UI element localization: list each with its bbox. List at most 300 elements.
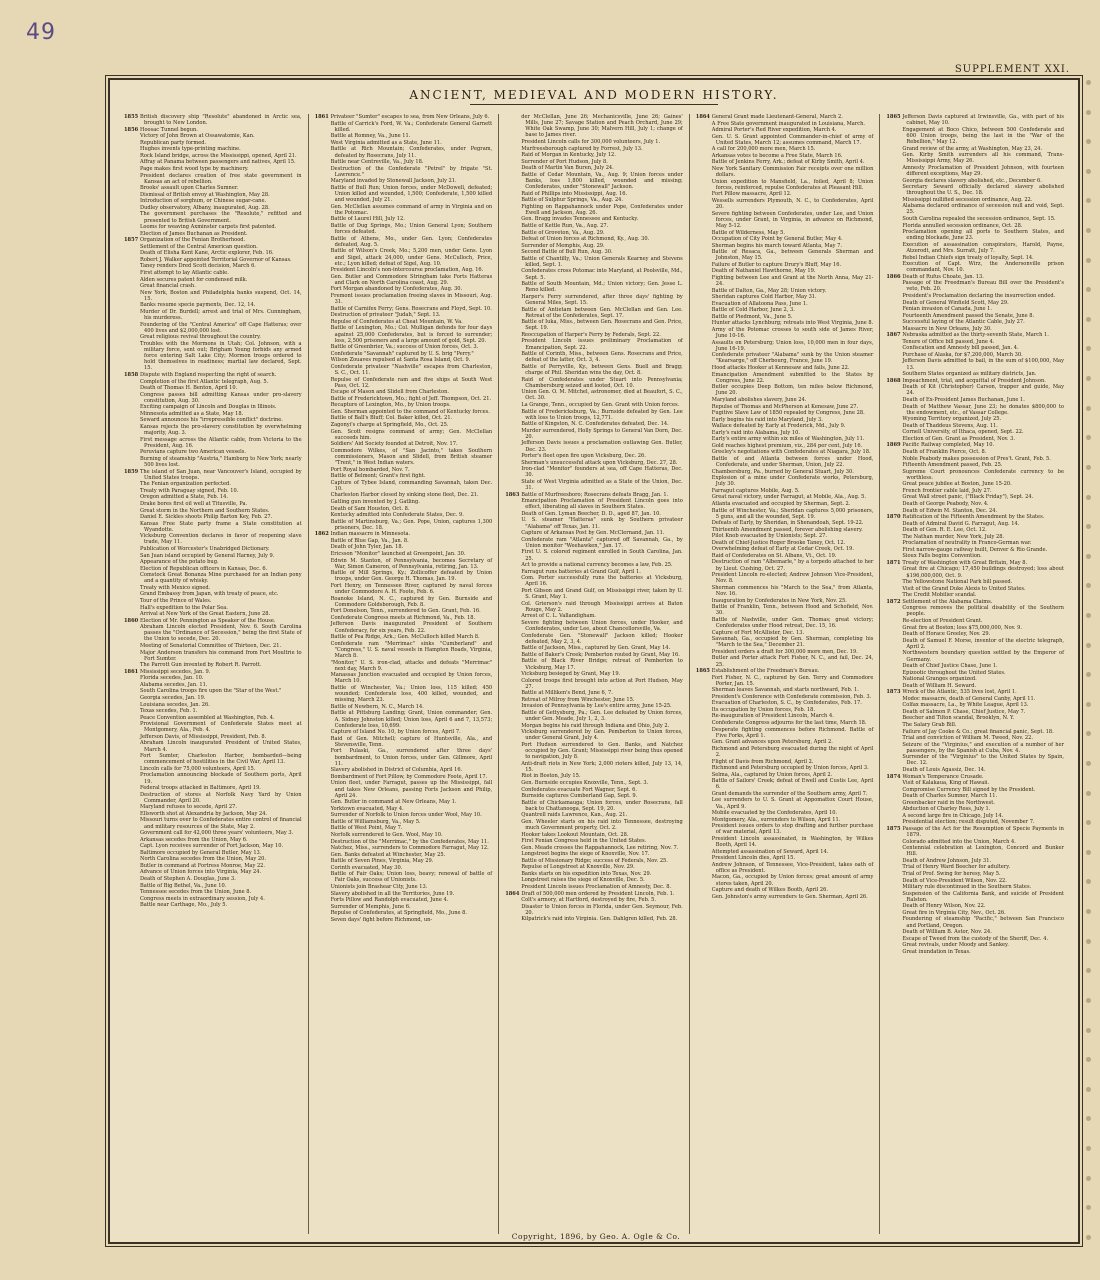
entry-text: Major Anderson transfers his command from Fort Moultrie to Fort Sumter.: [140, 649, 302, 662]
history-entry: [315, 865, 493, 871]
binding-hole: [1086, 435, 1091, 440]
entry-year: [315, 736, 331, 748]
history-entry: [315, 621, 493, 633]
history-entry: [886, 261, 1064, 273]
entry-text: Battle of Corinth, Miss., between Gens. Rosecrans and Price, defeat of the latter, Oct. 3, 4.: [521, 351, 683, 364]
history-entry: [886, 800, 1064, 806]
entry-text: Burning of steamship "Austria," Hamburg to New York; nearly 500 lives lost.: [140, 455, 302, 469]
history-entry: [124, 166, 302, 172]
entry-text: Georgia declares slavery abolished, etc., December 6.: [902, 177, 1042, 184]
entry-year: [505, 549, 521, 561]
entry-year: [124, 437, 140, 449]
history-entry: [315, 274, 493, 286]
entry-text: Mississippi nullified secession ordinance, Aug. 22.: [902, 196, 1033, 203]
entry-text: Army of the Potomac crosses to south side of James River, June 10-16.: [711, 326, 874, 340]
entry-year: 1865: [695, 668, 710, 675]
entry-text: Great fire at Chicago; 17,450 buildings destroyed; loss about $196,000,000, Oct. 9.: [902, 566, 1064, 579]
binding-hole: [1086, 939, 1091, 944]
entry-year: [696, 759, 712, 765]
history-entry: [315, 357, 493, 363]
entry-year: [315, 767, 331, 773]
entry-text: West Virginia admitted as a State, June 11.: [330, 139, 442, 146]
history-entry: [886, 152, 1064, 164]
entry-year: [696, 423, 712, 429]
entry-year: [696, 797, 712, 809]
history-entry: [696, 739, 874, 745]
entry-text: Death of Henry Wilson, Nov. 22.: [902, 903, 986, 910]
entry-year: [124, 624, 140, 642]
entry-text: Bombardment of Fort Pillow, by Commodore Foote, April 17.: [330, 773, 488, 780]
entry-text: Battle of Groveton, Va., Aug. 29.: [521, 229, 605, 236]
history-entry: [124, 883, 302, 889]
entry-text: Battle at Romney, Va., June 11.: [330, 133, 411, 140]
history-entry: [886, 540, 1064, 546]
binding-hole: [1086, 909, 1091, 914]
entry-text: Fort Sumter, Charleston Harbor, bombarded—being commencement of hostilities in the Civil War, April 13.: [140, 753, 302, 766]
entry-text: Death of Thomas H. Benton, April 10.: [140, 385, 238, 392]
entry-text: Death of Stephen A. Douglas, June 3.: [140, 875, 236, 882]
entry-year: 1874: [886, 773, 901, 780]
history-entry: [886, 625, 1064, 631]
entry-year: [315, 904, 331, 910]
entry-text: Confiscation and Amnesty bill passed, Jan. 4.: [902, 345, 1019, 352]
entry-text: Forts Pillow and Randolph evacuated, June 4.: [330, 897, 449, 904]
history-entry: [886, 514, 1064, 520]
entry-text: Roanoke Island, N. C., captured by Gen. Burnside and Commodore Goldsborough, Feb. 8.: [330, 595, 493, 608]
entry-text: First Fenian Congress held in the United States.: [521, 838, 647, 845]
entry-year: [886, 216, 902, 222]
history-entry: [696, 772, 874, 778]
entry-year: [696, 655, 712, 667]
entry-year: [505, 904, 521, 916]
entry-text: Longstreet raises the siege of Knoxville, Dec. 5.: [521, 877, 645, 884]
entry-year: [315, 140, 331, 146]
history-entry: [696, 456, 874, 468]
entry-year: [696, 720, 712, 726]
entry-text: Introduction of sorghum, or Chinese sugar-cane.: [140, 198, 267, 205]
entry-year: [315, 409, 331, 415]
entry-text: Natchez, Miss., surrenders to Commodore Farragut, May 12.: [330, 845, 489, 852]
history-entry: [124, 469, 302, 481]
entry-year: [124, 501, 140, 507]
entry-text: Soldiers' Aid Society founded at Detroit, Nov. 17.: [330, 441, 458, 448]
history-entry: [124, 896, 302, 902]
history-entry: [886, 332, 1064, 338]
entry-year: [696, 849, 712, 855]
entry-year: [505, 851, 521, 857]
entry-year: [315, 185, 331, 203]
history-entry: [315, 570, 493, 582]
entry-text: Farragut runs batteries at Grand Gulf, April 1.: [521, 568, 641, 575]
entry-year: [315, 166, 331, 178]
entry-text: Great fire at Boston; loss $75,000,000, Nov. 9.: [902, 624, 1023, 631]
column-3: [499, 114, 690, 1234]
entry-text: The island of San Juan, near Vancouver's Island, occupied by United States troops.: [140, 468, 302, 481]
binding-hole: [1086, 198, 1091, 203]
history-entry: [124, 715, 302, 721]
history-entry: [124, 830, 302, 836]
entry-year: [886, 683, 902, 689]
entry-text: Battle of Gettysburg, Pa.; Gen. Lee defeated by Union forces, under Gen. Meade, July 1, 2, 3.: [521, 709, 683, 723]
binding-hole: [1086, 879, 1091, 884]
entry-text: Battle of Wilderness, May 5.: [711, 229, 785, 236]
entry-text: Battle of Jackson, Miss., captured by Gen. Grant, May 14.: [521, 645, 671, 652]
history-entry: [505, 159, 683, 165]
history-entry: [124, 721, 302, 733]
history-entry: [315, 519, 493, 531]
entry-text: Establishment of the Freedman's Bureau.: [711, 668, 820, 675]
entry-text: President Lincoln re-elected; Andrew Johnson Vice-President, Nov. 8.: [711, 572, 874, 585]
binding-hole: [1086, 731, 1091, 736]
entry-text: Fort Pillow massacre, April 12.: [711, 191, 792, 198]
entry-year: [124, 772, 140, 784]
entry-year: [124, 740, 140, 752]
entry-year: [315, 672, 331, 684]
history-entry: [315, 133, 493, 139]
entry-text: Surrender of Port Hudson, July 8.: [521, 158, 608, 165]
history-entry: [124, 817, 302, 829]
entry-text: Death of Martin Van Buren, July 24.: [521, 165, 614, 172]
entry-year: [315, 839, 331, 845]
history-entry: [315, 306, 493, 312]
entry-text: Manassas Junction evacuated and occupied by Union forces, March 10.: [330, 672, 493, 685]
entry-year: [124, 585, 140, 591]
entry-year: [505, 479, 521, 491]
entry-year: [315, 389, 331, 395]
entry-text: Dudley observatory, Albany, inaugurated, Aug. 28.: [140, 204, 270, 211]
history-entry: [696, 372, 874, 384]
entry-text: Tenure of Office bill passed, June 4.: [902, 338, 995, 345]
entry-text: Port Gibson and Grand Gulf, on Mississippi river, taken by U. S. Grant, May 1.: [521, 587, 683, 601]
entry-year: [505, 897, 521, 903]
entry-year: [886, 416, 902, 422]
entry-year: [886, 521, 902, 527]
entry-year: [696, 862, 712, 874]
entry-year: [505, 268, 521, 280]
entry-text: Death of Thaddeus Stevens, Aug. 11.: [902, 422, 998, 429]
entry-year: [886, 462, 902, 468]
history-entry: [124, 192, 302, 198]
history-entry: [124, 624, 302, 642]
entry-text: Banks resume specie payments, Dec. 12, 14.: [140, 302, 256, 309]
entry-year: [124, 192, 140, 198]
entry-text: South Carolina repealed the secession ordinance, Sept. 15.: [902, 216, 1056, 223]
entry-year: [315, 858, 331, 864]
entry-text: Greenbacker raid in the Northwest.: [902, 799, 995, 806]
entry-text: Disaster to Union forces in Florida, under Gen. Seymour, Feb. 20.: [521, 903, 683, 916]
history-entry: [124, 334, 302, 340]
history-entry: [696, 404, 874, 410]
history-entry: [505, 723, 683, 729]
history-entry: [696, 810, 874, 816]
history-entry: [696, 501, 874, 507]
entry-year: [886, 384, 902, 396]
entry-text: First message across the Atlantic cable, from Victoria to the President, Aug. 16.: [140, 436, 302, 449]
history-entry: [886, 813, 1064, 819]
history-entry: [886, 916, 1064, 928]
entry-year: [315, 344, 331, 350]
entry-year: [696, 314, 712, 320]
entry-year: [124, 830, 140, 836]
entry-text: Death of Rufus Choate, Jan. 13.: [902, 273, 984, 280]
entry-year: [124, 662, 140, 668]
entry-year: [696, 494, 712, 500]
entry-year: [505, 364, 521, 376]
entry-year: [696, 294, 712, 300]
binding-hole: [1086, 169, 1091, 174]
entry-year: [124, 715, 140, 721]
entry-year: [315, 473, 331, 479]
entry-text: Privateer "Sumter" escapes to sea, from New Orleans, July 6.: [330, 114, 490, 120]
entry-text: Murder of Dr. Burdell; arrest and trial of Mrs. Cunningham, his murderess.: [140, 308, 302, 321]
entry-text: Harper's Ferry surrendered, after three days' fighting by General Miles, Sept. 15.: [521, 293, 683, 306]
entry-year: [886, 676, 902, 682]
history-entry: [124, 546, 302, 552]
entry-year: [886, 152, 902, 164]
history-entry: [886, 767, 1064, 773]
history-entry: [886, 462, 1064, 468]
history-entry: [696, 746, 874, 758]
entry-text: Fort Pulaski, Ga., surrendered after three days' bombardment, to Union forces, under Gen. Gillmore, April 11.: [330, 748, 493, 767]
history-entry: [124, 792, 302, 804]
entry-text: Massacre in New Orleans, July 30.: [902, 325, 992, 332]
entry-year: [124, 708, 140, 714]
entry-year: [886, 949, 902, 955]
history-entry: [505, 800, 683, 812]
history-entry: [505, 332, 683, 338]
history-entry: [886, 423, 1064, 429]
entry-year: [315, 891, 331, 897]
history-entry: [124, 322, 302, 334]
entry-year: [886, 618, 902, 624]
history-entry: [696, 159, 874, 165]
history-entry: [124, 411, 302, 417]
history-entry: [886, 709, 1064, 715]
entry-text: Page makes first wood type by machinery.: [140, 165, 249, 172]
entry-year: [124, 521, 140, 533]
entry-year: [696, 713, 712, 719]
history-entry: [696, 617, 874, 629]
entry-text: Battle at Rich Mountain; Confederates, under Pegram, defeated by Rosecrans, July 11.: [330, 146, 493, 159]
history-entry: [315, 512, 493, 518]
entry-year: [124, 417, 140, 423]
entry-year: [315, 236, 331, 248]
content-box: [108, 78, 1080, 1244]
entry-text: Fighting on Rappahannock under Pope, Confederates under Ewell and Jackson, Aug. 26.: [521, 203, 683, 216]
entry-text: Evacuation of Allatoona Pass, June 1.: [711, 300, 808, 307]
history-entry: [124, 385, 302, 391]
history-entry: [315, 319, 493, 325]
entry-text: Battle at Pittsburg Landing; Grant, Union commander; Gen. A. Sidney Johnston killed; Union loss, April 6 and 7, 13,573; Confederate loss, 10,699.: [330, 710, 493, 729]
entry-year: [886, 605, 902, 617]
history-entry: [505, 453, 683, 459]
history-entry: [124, 341, 302, 372]
entry-text: A call for 200,000 more men, March 15.: [711, 146, 816, 153]
history-entry: [886, 638, 1064, 650]
entry-text: Unionists join Brashear City, June 13.: [330, 884, 428, 890]
history-entry: [696, 649, 874, 655]
history-entry: [886, 508, 1064, 514]
entry-year: [886, 819, 902, 825]
history-entry: [505, 402, 683, 408]
history-entry: [505, 729, 683, 741]
entry-year: [124, 611, 140, 617]
entry-year: [124, 553, 140, 559]
binding-hole: [1086, 346, 1091, 351]
binding-hole: [1086, 554, 1091, 559]
history-entry: [315, 852, 493, 858]
entry-year: [886, 534, 902, 540]
entry-text: Battle of Winchester, Va.; Sheridan captures 5,000 prisoners, 5 guns, and all the wounded, Sept. 19.: [711, 507, 874, 520]
entry-year: [315, 306, 331, 312]
entry-text: Farragut captures Mobile, Aug. 5.: [711, 487, 800, 494]
entry-text: Recapture of Lexington, Mo., by Union troops.: [330, 402, 451, 409]
entry-year: [696, 268, 712, 274]
entry-text: Murfreesborough captured by Forrest, July 13.: [521, 145, 643, 152]
history-entry: [886, 534, 1064, 540]
entry-text: Passage of the Freedman's Bureau Bill over the President's veto, Feb. 20.: [902, 280, 1064, 293]
entry-year: [696, 243, 712, 249]
entry-year: [505, 498, 521, 510]
entry-text: Settlement of the Alabama Claims.: [902, 598, 993, 605]
history-entry: [696, 275, 874, 287]
entry-text: Second Battle of Bull Run, Aug. 30.: [521, 249, 613, 256]
history-entry: [505, 351, 683, 363]
entry-year: [505, 690, 521, 696]
entry-text: Florida secedes, Jan. 10.: [140, 675, 204, 682]
entry-year: [315, 748, 331, 766]
entry-year: [315, 448, 331, 466]
entry-text: Death of Salmon P. Chase, Chief Justice, May 7.: [902, 708, 1026, 715]
history-entry: [696, 211, 874, 229]
entry-text: Trial and conviction of William M. Tweed, Nov. 22.: [902, 735, 1033, 742]
binding-hole: [1086, 376, 1091, 381]
entry-text: Surrender of Memphis, Aug. 29.: [521, 242, 605, 249]
entry-text: Ericsson "Monitor" launched at Greenpoint, Jan. 30.: [330, 550, 466, 557]
entry-year: [315, 596, 331, 608]
entry-year: [124, 449, 140, 455]
entry-text: Assaults on Petersburg; Union loss, 10,000 men in four days, June 16-19.: [711, 339, 874, 352]
history-entry: [315, 641, 493, 659]
history-entry: [886, 929, 1064, 935]
entry-text: Modoc massacre, death of General Canby, April 11.: [902, 695, 1036, 702]
entry-year: [315, 685, 331, 703]
history-entry: [886, 384, 1064, 396]
entry-text: Gen. Kirby Smith surrenders all his command, Trans-Mississippi Army, May 26.: [902, 152, 1064, 165]
entry-text: Execution of assassination conspirators, Harold, Payne, Atzerodt, and Mrs. Surratt, July 7.: [902, 241, 1064, 254]
entry-year: [886, 313, 902, 319]
entry-year: [124, 290, 140, 302]
entry-text: The Fenian organization perfected.: [140, 481, 231, 488]
history-entry: [505, 409, 683, 421]
entry-text: Rebel Indian Chiefs sign treaty of loyalty, Sept. 14.: [902, 254, 1034, 261]
history-entry: [124, 257, 302, 263]
history-entry: [696, 630, 874, 636]
entry-text: Gen. Wheeler starts on his raid into Tennessee, destroying much Government property, Oct. 2.: [521, 818, 683, 832]
history-entry: [315, 415, 493, 421]
entry-text: Butler occupies Deep Bottom, ten miles below Richmond, June 20.: [711, 384, 874, 397]
copyright-notice: Copyright, 1896, by Geo. A. Ogle & Co.: [511, 1232, 681, 1241]
entry-text: Raid of Gen. Mitchell; capture of Huntsville, Ala., and Stevensville, Tenn.: [330, 735, 493, 748]
history-entry: [696, 894, 874, 900]
history-entry: [124, 456, 302, 468]
entry-year: [124, 277, 140, 283]
history-entry: [696, 533, 874, 539]
entry-text: Battle of Sailors' Creek; defeat of Ewell and Custis Lee, April 6.: [711, 778, 874, 791]
history-entry: [315, 351, 493, 357]
entry-year: [124, 889, 140, 895]
history-entry: [505, 832, 683, 838]
entry-year: [315, 819, 331, 825]
entry-year: [505, 146, 521, 152]
history-entry: [315, 544, 493, 550]
entry-text: Act to provide a national currency becomes a law, Feb. 25.: [521, 562, 673, 569]
entry-year: [505, 351, 521, 363]
entry-year: [315, 293, 331, 305]
entry-year: [315, 178, 331, 184]
history-entry: [696, 849, 874, 855]
entry-year: [696, 352, 712, 364]
entry-text: Failure of Butler to capture Drury's Bluff, May 16.: [711, 261, 842, 268]
history-entry: [886, 358, 1064, 370]
history-entry: [886, 274, 1064, 280]
entry-year: [315, 204, 331, 216]
entry-year: 1863: [505, 491, 520, 498]
entry-text: Woman's Temperance Crusade.: [902, 773, 984, 780]
entry-text: Battle of Piedmont, Va., June 5.: [711, 313, 793, 320]
history-entry: [505, 697, 683, 703]
entry-text: Seven days' fight before Richmond, un-: [330, 916, 433, 923]
entry-year: [696, 617, 712, 629]
history-entry: [315, 729, 493, 735]
history-entry: [696, 320, 874, 326]
entry-year: [124, 224, 140, 230]
history-entry: [315, 897, 493, 903]
history-entry: [696, 134, 874, 146]
history-entry: [315, 236, 493, 248]
entry-text: Republican party formed.: [140, 139, 207, 146]
entry-text: Battle of Iuka, Miss., between Gen. Rosecrans and Gen. Price, Sept. 19.: [521, 319, 683, 332]
entry-text: Vicksburg Convention declares in favor of reopening slave trade, May 11.: [140, 533, 302, 546]
entry-text: Brooks' assault upon Charles Sumner.: [140, 185, 239, 192]
entry-text: Kentucky admitted into Confederate States, Dec. 9.: [330, 512, 464, 519]
entry-text: Wyoming Territory organized, July 25.: [902, 416, 1002, 423]
history-entry: [886, 319, 1064, 325]
history-entry: [124, 309, 302, 321]
entry-year: [505, 787, 521, 793]
history-entry: [124, 804, 302, 810]
history-entry: [696, 791, 874, 797]
history-entry: [315, 910, 493, 916]
entry-text: Re-election of President Grant.: [902, 618, 983, 625]
history-entry: [696, 823, 874, 835]
entry-year: [886, 800, 902, 806]
entry-text: Com. Porter successfully runs the batteries at Vicksburg, April 16.: [521, 575, 683, 588]
entry-text: Battle of Williamsburg, Va., May 5.: [330, 818, 421, 825]
page-number: 49: [26, 20, 56, 45]
entry-year: [696, 604, 712, 616]
entry-text: General Grant made Lieutenant-General, March 2.: [711, 114, 843, 120]
entry-text: Repulse of Confederates at Cheat Mountain, W. Va.: [330, 318, 463, 325]
entry-text: Suspension of the California Bank, and suicide of President Ralston.: [902, 890, 1064, 903]
entry-year: [315, 615, 331, 621]
history-entry: [124, 127, 302, 133]
entry-text: Battle at Milliken's Bend, June 6, 7.: [521, 690, 613, 697]
entry-year: [505, 338, 521, 350]
history-entry: [886, 605, 1064, 617]
entry-year: 1864: [695, 114, 710, 120]
entry-text: Fighting between Lee and Grant at the North Anna, May 21-24.: [711, 274, 874, 288]
